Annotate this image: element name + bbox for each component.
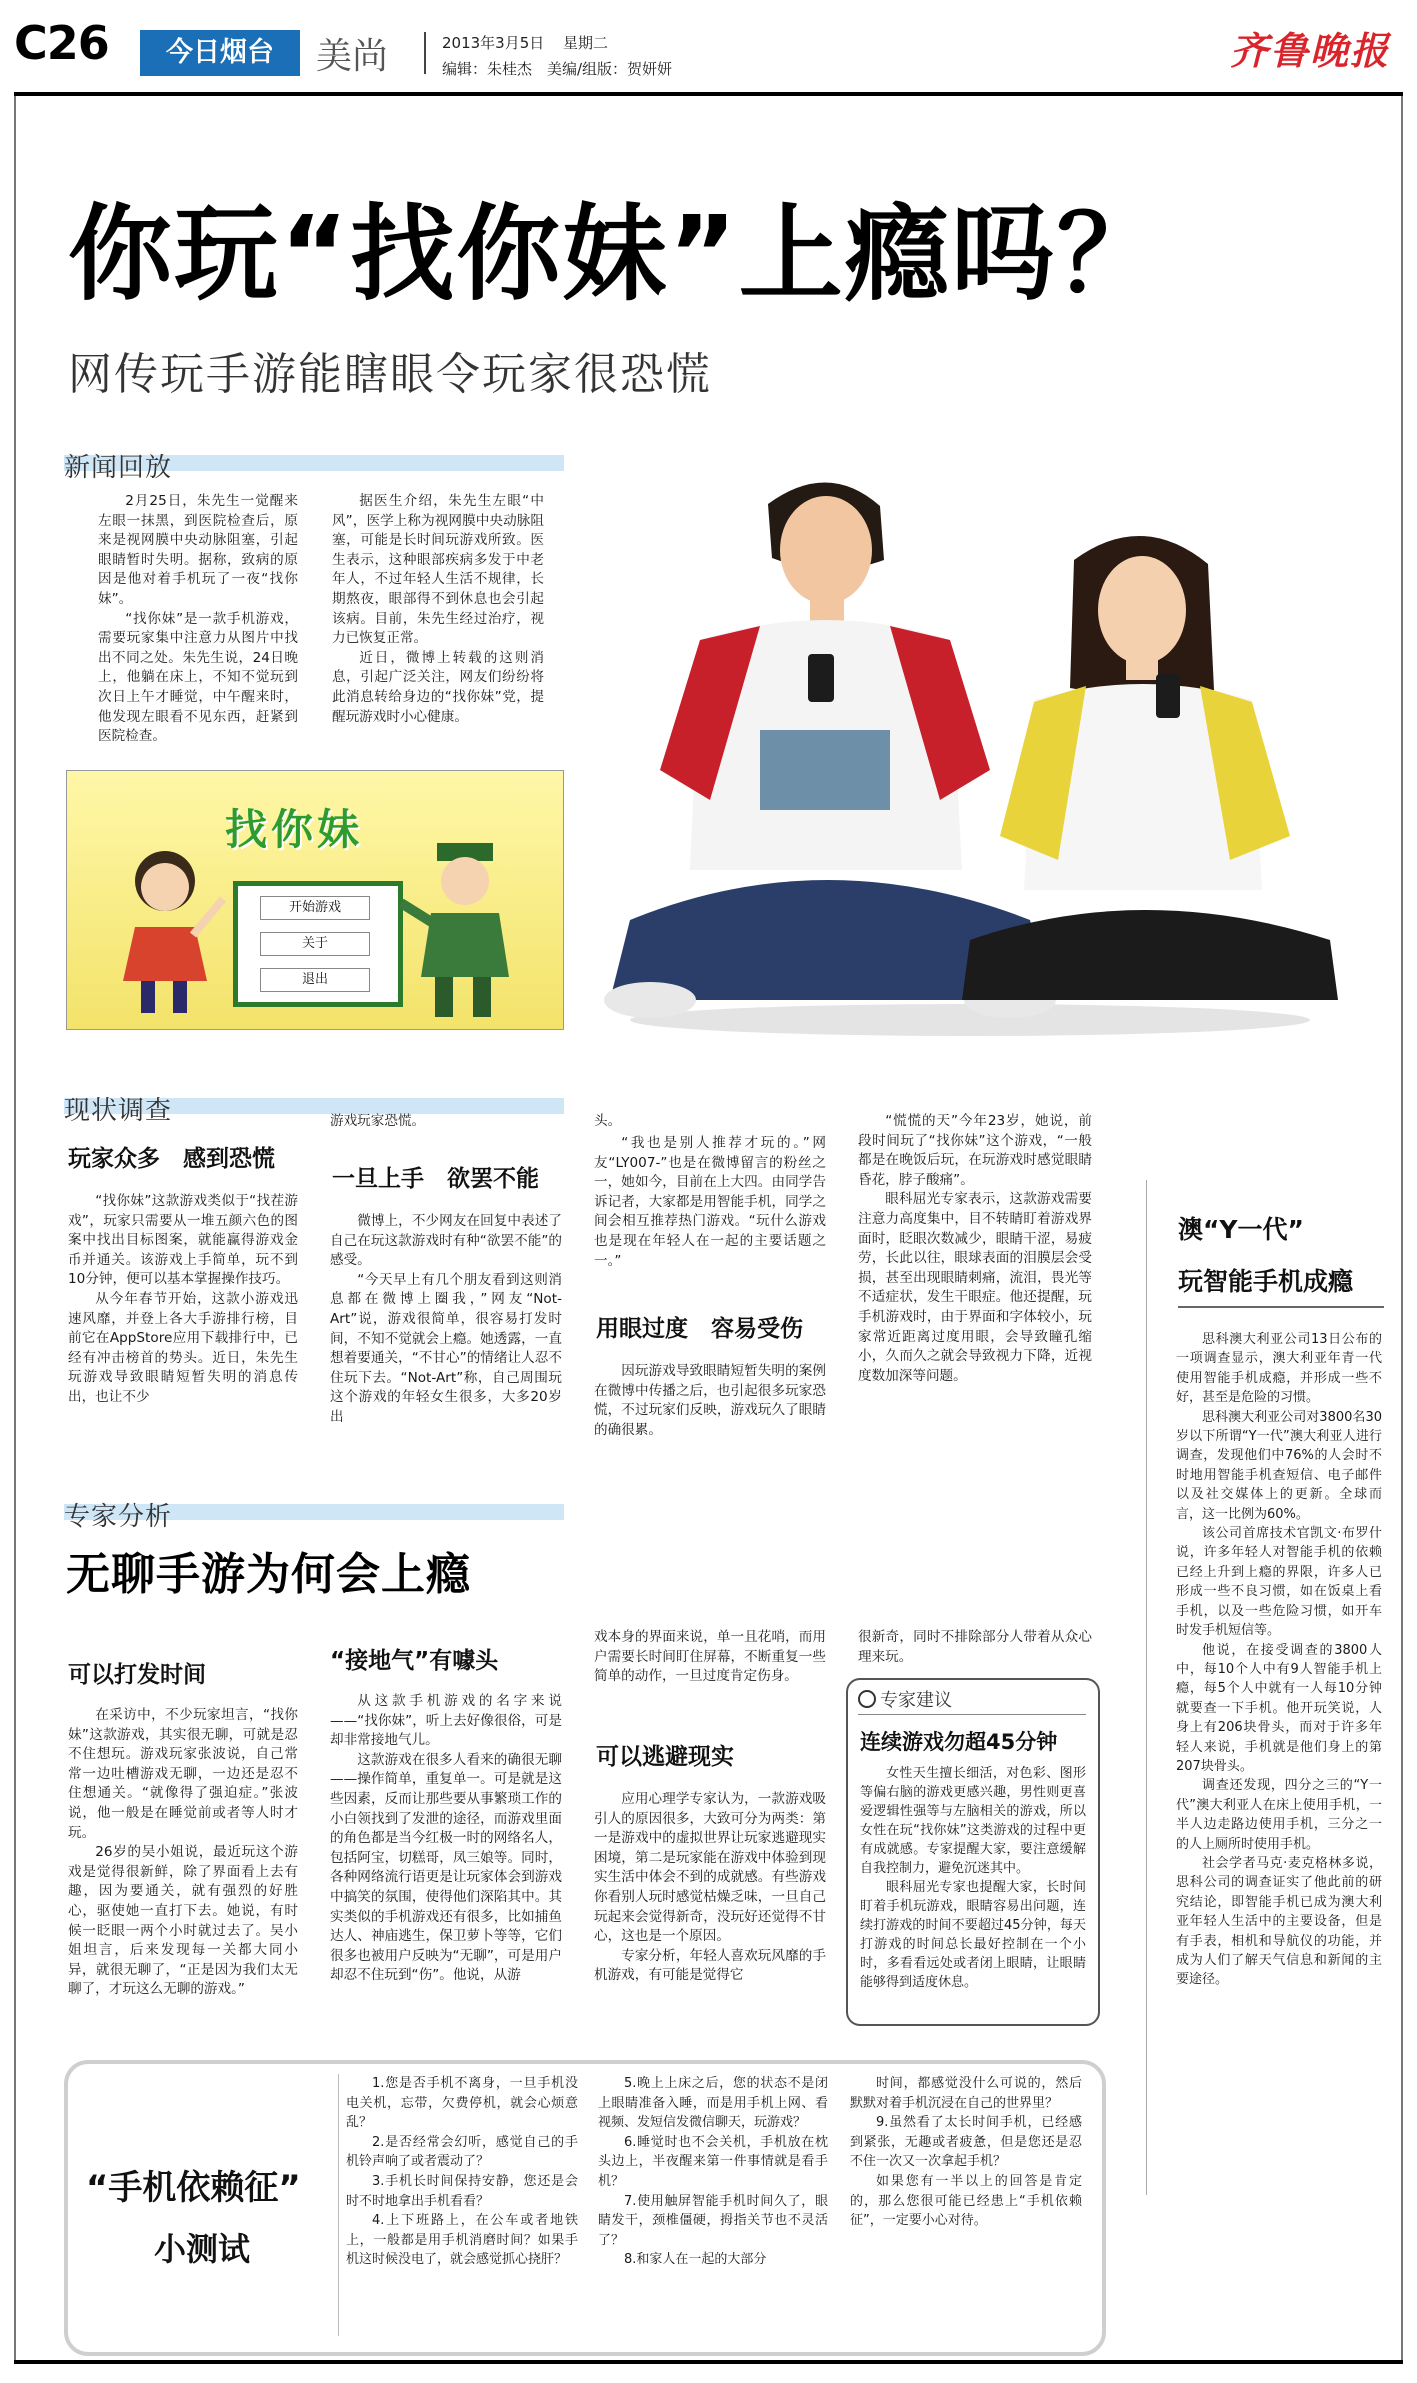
- sidebar-title-1: 澳“Y一代”: [1178, 1215, 1304, 1244]
- expert-column-3a: [594, 1628, 826, 1687]
- survey-column-2b: [330, 1212, 562, 1428]
- expert-para: 应用心理学专家认为，一款游戏吸引人的原因很多，大致可分为两类：第一是游戏中的虚拟世界让玩家逃避现实困境，第二是玩家能在游戏中体验到现实生活中体会不到的成就感。有些游戏你看别人玩时感觉枯燥乏味，一旦自己玩起来会觉得新奇，没玩好还觉得不甘心，这也是一个原因。: [594, 1791, 826, 1945]
- expert-para: 戏本身的界面来说，单一且花哨，而用户需要长时间盯住屏幕，不断重复一些简单的动作，一旦过度肯定伤身。: [594, 1629, 826, 1685]
- column-name: 美尚: [316, 36, 389, 77]
- masthead-logo: 齐鲁晚报: [1230, 28, 1391, 73]
- headline: 你玩“找你妹”上瘾吗？: [68, 193, 1163, 315]
- date-text: 2013年3月5日: [442, 34, 545, 52]
- expert-column-1: [68, 1706, 298, 2000]
- players-photo-art: [590, 440, 1350, 1040]
- players-photo: [590, 440, 1350, 1040]
- expert-subhead-3: 可以逃避现实: [596, 1744, 734, 1770]
- quiz-question: 8.和家人在一起的大部分: [624, 2252, 767, 2268]
- game-menu-start: 开始游戏: [260, 896, 370, 920]
- advice-para: 眼科屈光专家也提醒大家，长时间盯着手机玩游戏，眼睛容易出问题，连续打游戏的时间不要超过45分钟，每天打游戏的时间总长最好控制在一个小时，多看看远处或者闭上眼睛，让眼睛能够得到适度休息。: [860, 1880, 1086, 1990]
- survey-column-3a: [594, 1112, 826, 1132]
- sidebar-column: [1176, 1330, 1382, 1990]
- expert-column-2: [330, 1692, 562, 1986]
- quiz-column-2: [598, 2074, 828, 2270]
- survey-subhead-2: 一旦上手 欲罢不能: [332, 1166, 539, 1192]
- expert-para: 很新奇，同时不排除部分人带着从众心理来玩。: [858, 1629, 1092, 1665]
- footer-rule: [14, 2360, 1403, 2364]
- news-label: 新闻回放: [64, 453, 173, 483]
- editors-line: 编辑：朱桂杰 美编/组版：贺妍妍: [442, 60, 673, 78]
- survey-column-3b: [594, 1134, 826, 1271]
- expert-subhead-1: 可以打发时间: [68, 1662, 206, 1688]
- issue-date: [442, 32, 608, 53]
- sidebar-para: 思科澳大利亚公司13日公布的一项调查显示，澳大利亚年青一代使用智能手机成瘾，并形成一些不好，甚至是危险的习惯。: [1176, 1332, 1382, 1406]
- expert-para: 在采访中，不少玩家坦言，“找你妹”这款游戏，其实很无聊，可就是忍不住想玩。游戏玩家张波说，自己常常一边吐槽游戏无聊，一边还是忍不住想通关。“就像得了强迫症。”张波说，他一般是在睡觉前或者等人时才玩。: [68, 1707, 298, 1841]
- survey-para: 游戏玩家恐慌。: [330, 1113, 426, 1129]
- advice-tag: [858, 1686, 952, 1712]
- advice-title: 连续游戏勿超45分钟: [860, 1730, 1058, 1754]
- game-logo: 找你妹: [225, 805, 364, 854]
- quiz-title-2: 小测试: [154, 2230, 251, 2268]
- sidebar-para: 社会学者马克·麦克格林多说，思科公司的调查证实了他此前的研究结论，即智能手机已成为澳大利亚年轻人生活中的主要设备，但是有手表，相机和导航仪的功能，并成为人们了解天气信息和新闻的主要途径。: [1176, 1855, 1382, 1988]
- expert-para: 26岁的吴小姐说，最近玩这个游戏是觉得很新鲜，除了界面看上去有趣，因为要通关，就有强烈的好胜心，驱使她一直打下去。她说，有时候一眨眼一两个小时就过去了。吴小姐坦言，后来发现每一关都大同小异，就很无聊了，“正是因为我们太无聊了，才玩这么无聊的游戏。”: [68, 1844, 298, 1998]
- survey-column-3c: [594, 1362, 826, 1440]
- survey-para: 头。: [594, 1113, 622, 1129]
- sidebar-para: 该公司首席技术官凯文·布罗什说，许多年轻人对智能手机的依赖已经上升到上瘾的界限，许多人已形成一些不良习惯，如在饭桌上看手机，以及一些危险习惯，如开车时发手机短信等。: [1176, 1526, 1382, 1639]
- quiz-question: 7.使用触屏智能手机时间久了，眼睛发干，颈椎僵硬，拇指关节也不灵活了？: [598, 2193, 828, 2248]
- page-right-border: [1401, 96, 1403, 2361]
- header-divider: [424, 32, 426, 74]
- quiz-question: 4.上下班路上，在公车或者地铁上，一般都是用手机消磨时间？如果手机这时候没电了，就会感觉抓心挠肝？: [346, 2213, 578, 2268]
- cartoon-girl-icon: [107, 831, 227, 1021]
- game-illustration: [66, 770, 564, 1030]
- news-column-1: [98, 492, 298, 747]
- advice-tag-rule: [858, 1714, 1086, 1715]
- subheadline: 网传玩手游能瞎眼令玩家很恐慌: [68, 349, 712, 400]
- survey-column-4: [858, 1112, 1092, 1386]
- survey-para: “我也是别人推荐才玩的。”网友“LY007-”也是在微博留言的粉丝之一，她如今，目前在上大四。由同学告诉记者，大家都是用智能手机，同学之间会相互推荐热门游戏。“玩什么游戏也是现在年轻人在一起的主要话题之一。”: [594, 1135, 826, 1269]
- expert-title: 无聊手游为何会上瘾: [66, 1549, 471, 1600]
- expert-para: 从这款手机游戏的名字来说——“找你妹”，听上去好像很俗，可是却非常接地气儿。: [330, 1693, 562, 1749]
- weekday-text: 星期二: [563, 34, 609, 52]
- news-para: 近日，微博上转载的这则消息，引起广泛关注，网友们纷纷将此消息转给身边的“找你妹”党，提醒玩游戏时小心健康。: [332, 649, 544, 725]
- expert-advice-box: [846, 1678, 1100, 2026]
- survey-para: 眼科屈光专家表示，这款游戏需要注意力高度集中，目不转睛盯着游戏界面时，眨眼次数减少，眼睛干涩，易疲劳，长此以往，眼球表面的泪膜层会受损，甚至出现眼睛刺痛，流泪，畏光等不适症状，发生干眼症。他还提醒，玩手机游戏时，由于界面和字体较小，玩家常近距离过度用眼，会导致瞳孔缩小，久而久之就会导致视力下降，近视度数加深等问题。: [858, 1191, 1092, 1384]
- game-menu-board: [233, 881, 403, 1007]
- quiz-divider: [338, 2074, 339, 2336]
- sidebar-para: 思科澳大利亚公司对3800名30岁以下所谓“Y一代”澳大利亚人进行调查，发现他们中76%的人会时不时地用智能手机查短信、电子邮件以及社交媒体上的更新。全球而言，这一比例为60%。: [1176, 1409, 1382, 1522]
- quiz-conclusion: 如果您有一半以上的回答是肯定的，那么您很可能已经患上“手机依赖征”，一定要小心对待。: [850, 2173, 1082, 2229]
- game-menu-exit: 退出: [260, 968, 370, 992]
- page-left-border: [14, 96, 16, 2361]
- expert-label: 专家分析: [64, 1502, 173, 1532]
- quiz-question: 2.是否经常会幻听，感觉自己的手机铃声响了或者震动了？: [346, 2134, 578, 2170]
- survey-para: “找你妹”这款游戏类似于“找茬游戏”，玩家只需要从一堆五颜六色的图案中找出目标图案，就能赢得游戏金币并通关。该游戏上手简单，玩不到10分钟，便可以基本掌握操作技巧。: [68, 1193, 298, 1288]
- quiz-question: 时间，都感觉没什么可说的，然后默默对着手机沉浸在自己的世界里？: [850, 2076, 1082, 2111]
- survey-column-1: [68, 1192, 298, 1408]
- sidebar-para: 调查还发现，四分之三的“Y一代”澳大利亚人在床上使用手机，一半人边走路边使用手机，三分之一的人上厕所时使用手机。: [1176, 1778, 1382, 1852]
- expert-para: 专家分析，年轻人喜欢玩风靡的手机游戏，有可能是觉得它: [594, 1947, 826, 1984]
- survey-para: “今天早上有几个朋友看到这则消息都在微博上圈我，”网友“Not-Art”说，游戏很简单，很容易打发时间，不知不觉就会上瘾。她透露，一直想着要通关，“不甘心”的情绪让人忍不住玩下去。“Not-Art”称，自己周围玩这个游戏的年轻女生很多，大多20岁出: [330, 1271, 562, 1425]
- quiz-title-1: “手机依赖征”: [86, 2168, 301, 2208]
- advice-para: 女性天生擅长细活，对色彩、图形等偏右脑的游戏更感兴趣，男性则更喜爱逻辑性强等与左脑相关的游戏，所以女性在玩“找你妹”这类游戏的过程中更有成就感。专家提醒大家，要注意缓解自我控制力，避免沉迷其中。: [860, 1766, 1086, 1876]
- expert-para: 这款游戏在很多人看来的确很无聊——操作简单，重复单一。可是就是这些因素，反而让那些要从事繁琐工作的小白领找到了发泄的途径，而游戏里面的角色都是当今红极一时的网络名人，包括阿宝，切糕哥，凤三娘等。同时，各种网络流行语更是让玩家体会到游戏中搞笑的氛围，使得他们深陷其中。其实类似的手机游戏还有很多，比如捕鱼达人、神庙逃生，保卫萝卜等等，它们很多也被用户反映为“无聊”，可是用户却忍不住玩到“伤”。他说，从游: [330, 1751, 562, 1984]
- quiz-box: [64, 2060, 1106, 2356]
- sidebar-title-rule: [1178, 1306, 1384, 1308]
- survey-para: “慌慌的天”今年23岁，她说，前段时间玩了“找你妹”这个游戏，“一般都是在晚饭后玩，在玩游戏时感觉眼睛昏花，脖子酸痛”。: [858, 1113, 1092, 1188]
- advice-tag-text: 专家建议: [880, 1690, 952, 1711]
- quiz-question: 5.晚上上床之后，您的状态不是闭上眼睛准备入睡，而是用手机上网、看视频、发短信发微信聊天，玩游戏？: [598, 2076, 828, 2131]
- quiz-question: 6.睡觉时也不会关机，手机放在枕头边上，半夜醒来第一件事情就是看手机？: [598, 2134, 828, 2189]
- quiz-question: 1.您是否手机不离身，一旦手机没电关机，忘带，欠费停机，就会心烦意乱？: [346, 2076, 578, 2131]
- clock-icon: [858, 1690, 876, 1708]
- expert-column-3b: [594, 1790, 826, 1986]
- news-column-2: [332, 492, 544, 727]
- survey-column-2a: [330, 1112, 562, 1132]
- survey-para: 微博上，不少网友在回复中表述了自己在玩这款游戏时有种“欲罢不能”的感受。: [330, 1213, 562, 1269]
- sidebar-title-2: 玩智能手机成瘾: [1178, 1267, 1354, 1296]
- sidebar-para: 他说，在接受调查的3800人中，每10个人中有9人智能手机上瘾，每5个人中就有一人每10分钟就要查一下手机。他开玩笑说，人身上有206块骨头，而对于许多年轻人来说，手机就是他们身上的第207块骨头。: [1176, 1642, 1382, 1774]
- sidebar-divider: [1146, 1180, 1147, 2195]
- quiz-column-1: [346, 2074, 578, 2270]
- page-number: C26: [14, 16, 109, 70]
- news-para: “找你妹”是一款手机游戏，需要玩家集中注意力从图片中找出不同之处。朱先生说，24日晚上，他躺在床上，不知不觉玩到次日上午才睡觉，中午醒来时，他发现左眼看不见东西，赶紧到医院检查。: [98, 610, 298, 745]
- survey-subhead-1: 玩家众多 感到恐慌: [68, 1146, 275, 1172]
- header-rule: [14, 92, 1403, 96]
- survey-label: 现状调查: [64, 1096, 173, 1126]
- survey-para: 因玩游戏导致眼睛短暂失明的案例在微博中传播之后，也引起很多玩家恐慌，不过玩家们反映，游戏玩久了眼睛的确很累。: [594, 1363, 826, 1438]
- game-menu-about: 关于: [260, 932, 370, 956]
- section-badge: 今日烟台: [140, 30, 300, 76]
- cartoon-soldier-icon: [399, 827, 539, 1027]
- advice-column: [860, 1764, 1086, 1992]
- news-para: 据医生介绍，朱先生左眼“中风”，医学上称为视网膜中央动脉阻塞，可能是长时间玩游戏所致。医生表示，这种眼部疾病多发于中老年人，不过年轻人生活不规律，长期熬夜，眼部得不到休息也会引起该病。目前，朱先生经过治疗，视力已恢复正常。: [332, 493, 544, 647]
- survey-subhead-3: 用眼过度 容易受伤: [596, 1316, 803, 1342]
- news-para: 2月25日，朱先生一觉醒来左眼一抹黑，到医院检查后，原来是视网膜中央动脉阻塞，引起眼睛暂时失明。据称，致病的原因是他对着手机玩了一夜“找你妹”。: [98, 493, 298, 607]
- quiz-column-3: [850, 2074, 1082, 2231]
- quiz-question: 9.虽然看了太长时间手机，已经感到紧张，无趣或者疲惫，但是您还是忍不住一次又一次拿起手机？: [850, 2115, 1082, 2170]
- quiz-question: 3.手机长时间保持安静，您还是会时不时地拿出手机看看？: [346, 2173, 578, 2209]
- expert-column-4a: [858, 1628, 1092, 1667]
- expert-subhead-2: “接地气”有噱头: [330, 1648, 499, 1674]
- survey-para: 从今年春节开始，这款小游戏迅速风靡，并登上各大手游排行榜，目前它在AppStore应用下载排行中，已经有冲击榜首的势头。近日，朱先生玩游戏导致眼睛短暂失明的消息传出，也让不少: [68, 1290, 298, 1405]
